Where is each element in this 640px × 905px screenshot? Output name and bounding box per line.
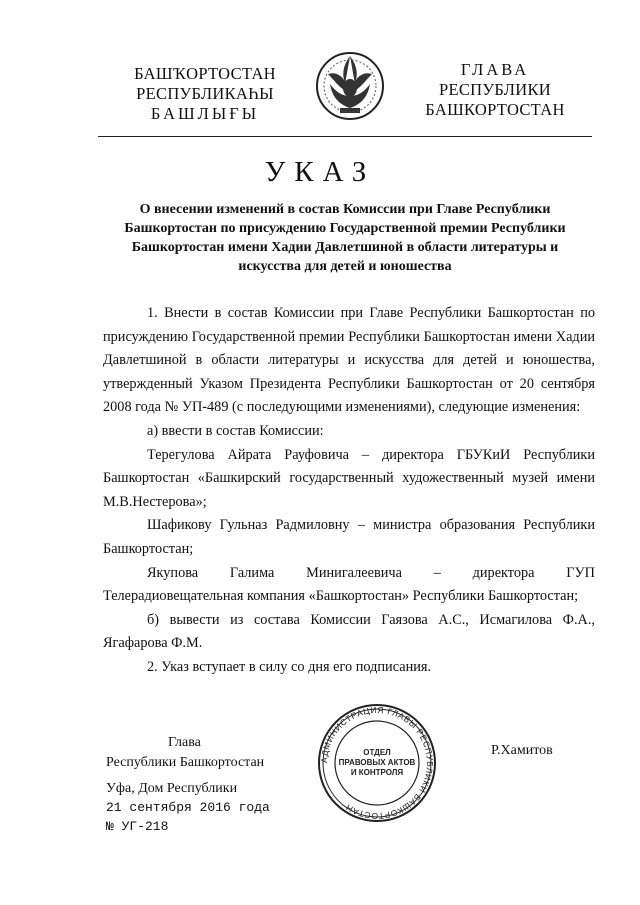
header-left-line-3: БАШЛЫҒЫ: [150, 104, 260, 123]
header-divider: [98, 136, 592, 137]
paragraph-4: Шафикову Гульназ Радмиловну – министра образования Республики Башкортостан;: [103, 517, 595, 557]
signature-position: [106, 733, 306, 773]
header-right-line-2: РЕСПУБЛИКИ: [439, 80, 551, 99]
issue-number: № УГ-218: [106, 819, 169, 834]
paragraph-7: 2. Указ вступает в силу со дня его подписания.: [147, 658, 432, 675]
header-left-line-2: РЕСПУБЛИКАҺЫ: [136, 84, 274, 103]
document-subject: О внесении изменений в состав Комиссии при Главе Республики Башкортостан по присуждению Государственной премии Республики Башкортостан имени Хадии Давлетшиной в области литературы и искусства для детей и юношества: [124, 202, 566, 274]
issue-date: 21 сентября 2016 года: [106, 800, 270, 815]
header-left: [100, 64, 310, 124]
signature-position-line-2: Республики Башкортостан: [106, 755, 265, 770]
header-right-line-1: ГЛАВА: [460, 60, 530, 79]
paragraph-1: 1. Внести в состав Комиссии при Главе Республики Башкортостан по присуждению Государственной премии Республики Башкортостан имени Хадии Давлетшиной в области литературы и искусства для детей и юношества, утвержденный Указом Президента Республики Башкортостан от 20 сентября 2008 года № УП-489 (с последующими изменениями), следующие изменения:: [103, 305, 595, 416]
issue-place: Уфа, Дом Республики: [106, 781, 238, 796]
document-title: УКАЗ: [264, 156, 376, 188]
paragraph-2: а) ввести в состав Комиссии:: [147, 422, 324, 439]
coat-of-arms-emblem: [314, 50, 386, 122]
signature-name: Р.Хамитов: [491, 743, 553, 758]
header-right-line-3: БАШКОРТОСТАН: [425, 100, 565, 119]
stamp-ring-text: АДМИНИСТРАЦИЯ ГЛАВЫ РЕСПУБЛИКИ БАШКОРТОСТАН: [318, 704, 436, 822]
stamp-center-line-3: И КОНТРОЛЯ: [350, 768, 404, 777]
header-right: [405, 60, 585, 120]
signature-position-line-1: Глава: [168, 735, 201, 750]
header-left-line-1: БАШҠОРТОСТАН: [134, 64, 276, 83]
paragraph-3: Терегулова Айрата Рауфовича – директора ГБУКиИ Республики Башкортостан «Башкирский государственный художественный музей имени М.В.Нестерова»;: [103, 446, 595, 510]
paragraph-5: Якупова Галима Минигалеевича – директора ГУП Телерадиовещательная компания «Башкортостан» Республики Башкортостан;: [103, 564, 595, 605]
paragraph-6: б) вывести из состава Комиссии Гаязова А.С., Исмагилова Ф.А., Ягафарова Ф.М.: [103, 611, 595, 652]
stamp-center-line-2: ПРАВОВЫХ АКТОВ: [338, 758, 416, 767]
issue-details: [106, 779, 326, 836]
stamp-center-line-1: ОТДЕЛ: [363, 748, 391, 757]
official-stamp: [312, 703, 442, 823]
document-body: [103, 302, 595, 680]
